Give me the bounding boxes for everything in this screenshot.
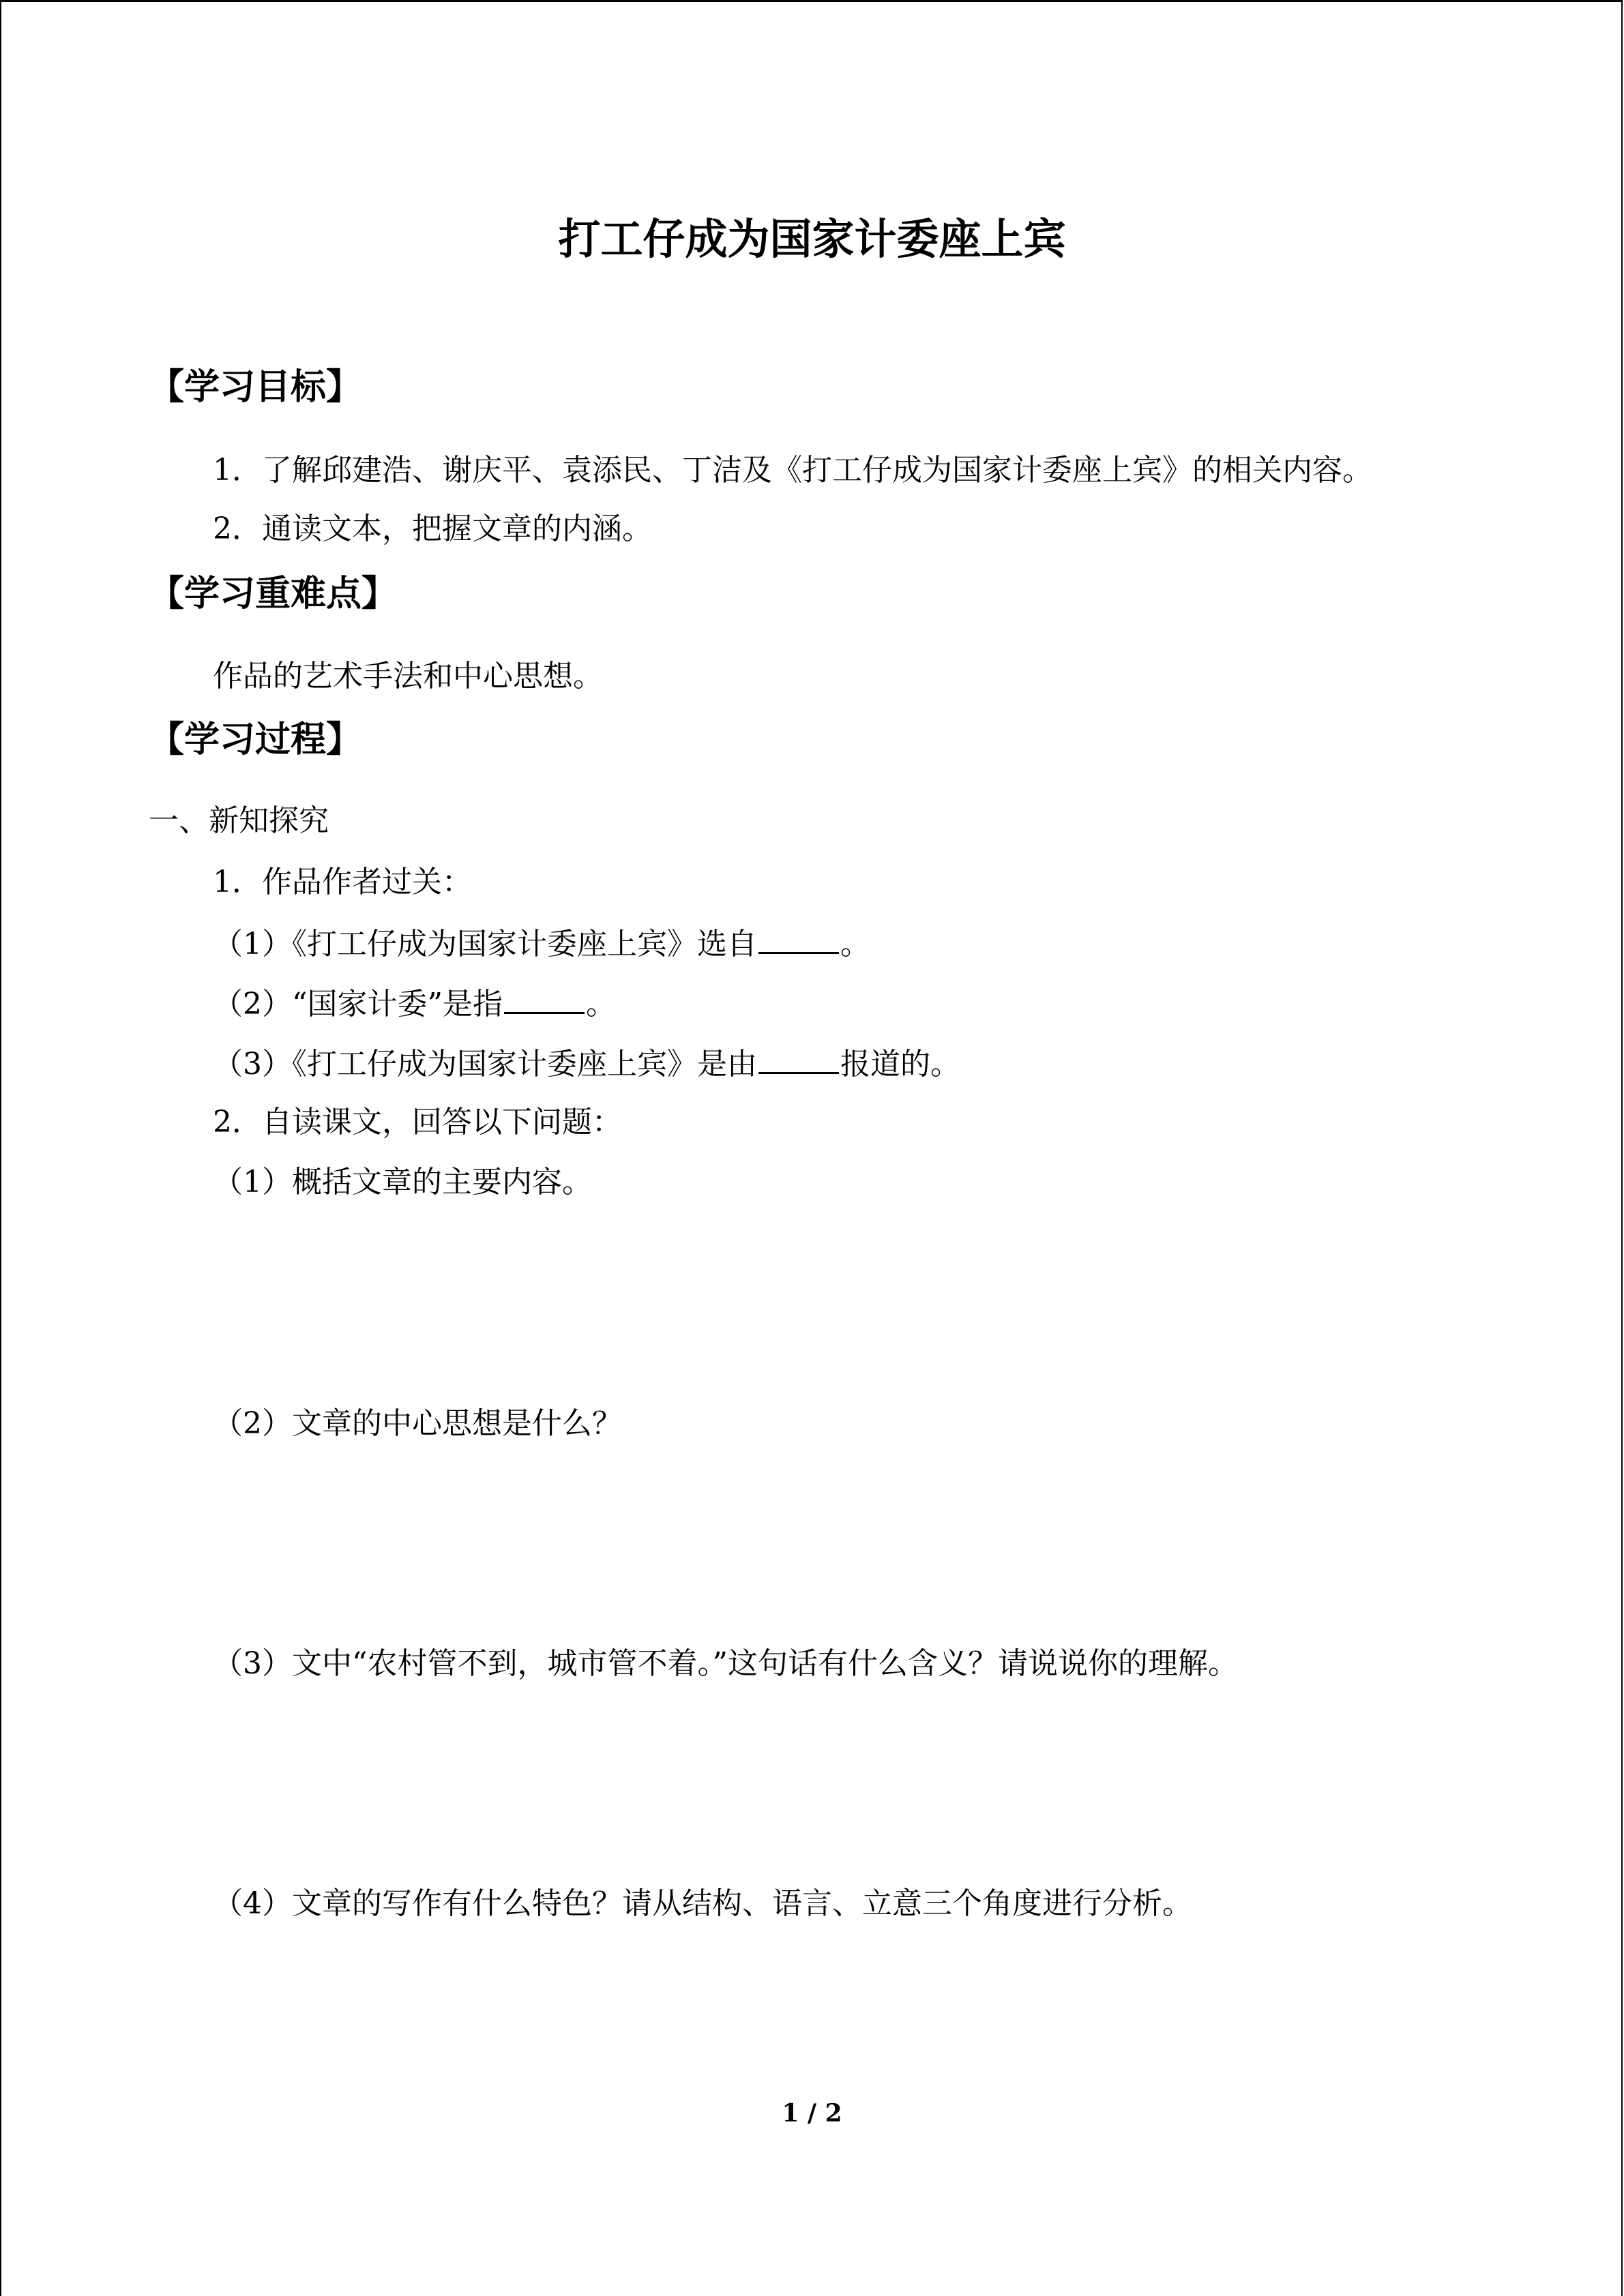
- question-2-text: （2）“国家计委”是指: [213, 987, 503, 1022]
- task2-question-3: （3）文中“农村管不到，城市管不着。”这句话有什么含义？请说说你的理解。: [213, 1646, 1238, 1681]
- key-points-text: 作品的艺术手法和中心思想。: [213, 659, 603, 694]
- part1-title: 一、新知探究: [149, 803, 329, 838]
- answer-blank[interactable]: [504, 982, 585, 1014]
- question-2-suffix: 。: [585, 987, 616, 1022]
- task1-question-3: [213, 1042, 960, 1085]
- task2-question-4: （4）文章的写作有什么特色？请从结构、语言、立意三个角度进行分析。: [213, 1886, 1192, 1921]
- answer-blank[interactable]: [758, 1042, 839, 1074]
- task1-question-2: [213, 982, 616, 1025]
- answer-blank[interactable]: [758, 922, 839, 954]
- task2-question-1: （1）概括文章的主要内容。: [213, 1165, 592, 1199]
- document-title: 打工仔成为国家计委座上宾: [558, 214, 1066, 264]
- task1-question-1: [213, 922, 870, 965]
- question-3-text: （3）《打工仔成为国家计委座上宾》是由: [213, 1047, 757, 1082]
- question-3-suffix: 报道的。: [840, 1047, 960, 1082]
- page-number: 1 / 2: [782, 2099, 842, 2128]
- task2-title: 2．自读课文，回答以下问题：: [213, 1105, 622, 1139]
- objective-item-2: 2．通读文本，把握文章的内涵。: [213, 511, 652, 546]
- task1-title: 1．作品作者过关：: [213, 865, 472, 899]
- heading-key-points: 【学习重难点】: [149, 573, 398, 614]
- heading-objectives: 【学习目标】: [149, 366, 362, 408]
- question-1-text: （1）《打工仔成为国家计委座上宾》选自: [213, 927, 757, 961]
- task2-question-2: （2）文章的中心思想是什么？: [213, 1406, 622, 1441]
- heading-process: 【学习过程】: [149, 719, 362, 760]
- objective-item-1: 1．了解邱建浩、谢庆平、袁添民、丁洁及《打工仔成为国家计委座上宾》的相关内容。: [213, 453, 1372, 488]
- question-1-suffix: 。: [840, 927, 870, 961]
